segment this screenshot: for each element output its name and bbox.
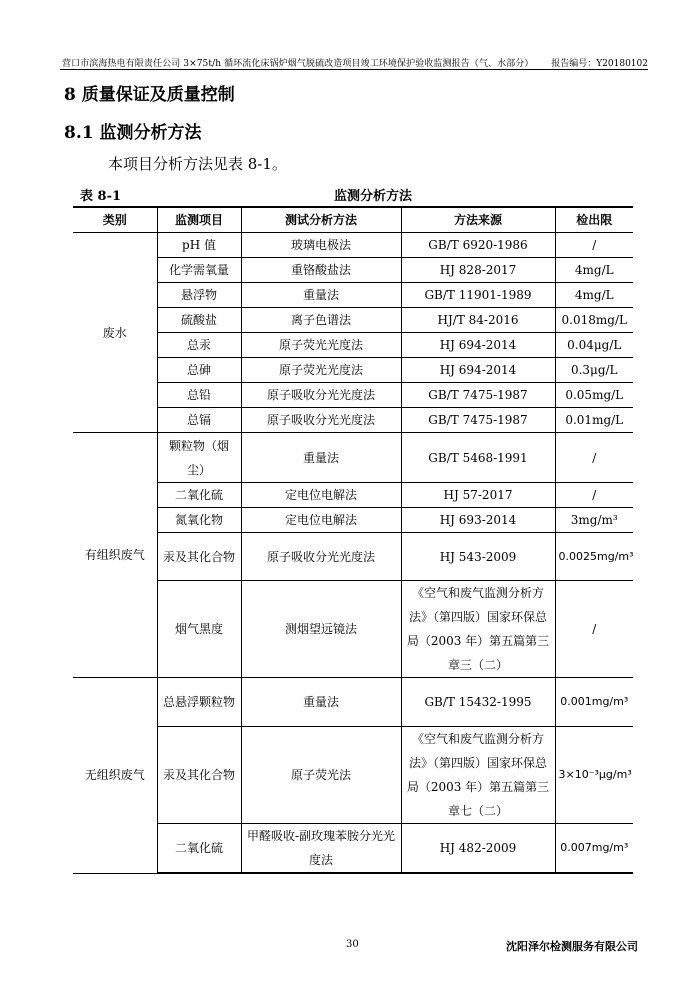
method-cell: 甲醛吸收-副玫瑰苯胺分光光度法 [241,824,401,874]
item-cell: 氮氧化物 [157,508,241,533]
source-cell: GB/T 7475-1987 [401,383,555,408]
table-row [73,308,633,333]
method-cell: 原子荧光光度法 [241,358,401,383]
col-header-item: 监测项目 [157,207,241,233]
method-cell: 原子吸收分光光度法 [241,383,401,408]
limit-cell: 0.0025mg/m³ [555,533,633,581]
page-number: 30 [346,939,359,950]
table-row [73,408,633,433]
table-row [73,358,633,383]
limit-cell: 0.001mg/m³ [555,678,633,727]
item-cell: 颗粒物（烟尘） [157,433,241,483]
table-row [73,824,633,874]
source-cell: GB/T 6920-1986 [401,233,555,258]
item-cell: pH 值 [157,233,241,258]
source-cell: HJ/T 84-2016 [401,308,555,333]
category-cell: 废水 [73,233,157,433]
running-header-title: 营口市滨海热电有限责任公司 3×75t/h 循环流化床锅炉烟气脱硫改造项目竣工环境保护验收监测报告（气、水部分） [62,59,534,69]
item-cell: 汞及其化合物 [157,533,241,581]
method-cell: 测烟望远镜法 [241,581,401,678]
table-row [73,233,633,258]
table-row [73,483,633,508]
method-cell: 原子荧光法 [241,727,401,824]
item-cell: 总铅 [157,383,241,408]
table-row [73,533,633,581]
limit-cell: 0.018mg/L [555,308,633,333]
limit-cell: 0.01mg/L [555,408,633,433]
limit-cell: / [555,581,633,678]
source-cell: GB/T 5468-1991 [401,433,555,483]
col-header-method: 测试分析方法 [241,207,401,233]
category-cell: 无组织废气 [73,678,157,874]
limit-cell: 0.04μg/L [555,333,633,358]
item-cell: 硫酸盐 [157,308,241,333]
source-cell: GB/T 7475-1987 [401,408,555,433]
source-cell: 《空气和废气监测分析方法》（第四版）国家环保总局（2003 年）第五篇第三章七（二） [401,727,555,824]
limit-cell: / [555,483,633,508]
table-row [73,283,633,308]
method-cell: 玻璃电极法 [241,233,401,258]
source-cell: GB/T 15432-1995 [401,678,555,727]
section-heading-8-1: 8.1 监测分析方法 [64,123,202,143]
method-cell: 定电位电解法 [241,483,401,508]
item-cell: 悬浮物 [157,283,241,308]
method-cell: 重量法 [241,283,401,308]
method-cell: 原子吸收分光光度法 [241,533,401,581]
item-cell: 二氧化硫 [157,483,241,508]
source-cell: HJ 543-2009 [401,533,555,581]
method-cell: 离子色谱法 [241,308,401,333]
method-cell: 原子吸收分光光度法 [241,408,401,433]
table-number: 表 8-1 [80,189,122,204]
limit-cell: 0.05mg/L [555,383,633,408]
table-row [73,581,633,678]
header-rule [60,69,648,70]
table-row [73,678,633,727]
limit-cell: 0.3μg/L [555,358,633,383]
table-row [73,508,633,533]
item-cell: 二氧化硫 [157,824,241,874]
table-row [73,383,633,408]
section-heading-8: 8 质量保证及质量控制 [64,85,235,105]
limit-cell: / [555,433,633,483]
table-title: 监测分析方法 [334,189,413,204]
source-cell: HJ 693-2014 [401,508,555,533]
source-cell: HJ 482-2009 [401,824,555,874]
limit-cell: 3mg/m³ [555,508,633,533]
intro-paragraph: 本项目分析方法见表 8-1。 [108,155,287,173]
source-cell: 《空气和废气监测分析方法》（第四版）国家环保总局（2003 年）第五篇第三章三（二） [401,581,555,678]
source-cell: GB/T 11901-1989 [401,283,555,308]
source-cell: HJ 57-2017 [401,483,555,508]
item-cell: 烟气黑度 [157,581,241,678]
category-cell: 有组织废气 [73,433,157,678]
limit-cell: 4mg/L [555,258,633,283]
item-cell: 化学需氧量 [157,258,241,283]
company-name: 沈阳泽尔检测服务有限公司 [506,940,638,953]
method-cell: 重量法 [241,433,401,483]
table-row [73,433,633,483]
source-cell: HJ 828-2017 [401,258,555,283]
method-cell: 重量法 [241,678,401,727]
item-cell: 汞及其化合物 [157,727,241,824]
table-row [73,258,633,283]
limit-cell: 0.007mg/m³ [555,824,633,874]
monitoring-methods-table [73,206,633,874]
item-cell: 总汞 [157,333,241,358]
method-cell: 定电位电解法 [241,508,401,533]
source-cell: HJ 694-2014 [401,333,555,358]
item-cell: 总砷 [157,358,241,383]
limit-cell: / [555,233,633,258]
source-cell: HJ 694-2014 [401,358,555,383]
limit-cell: 3×10⁻³μg/m³ [555,727,633,824]
table-row [73,333,633,358]
method-cell: 原子荧光光度法 [241,333,401,358]
table-row [73,727,633,824]
col-header-category: 类别 [73,207,157,233]
limit-cell: 4mg/L [555,283,633,308]
item-cell: 总悬浮颗粒物 [157,678,241,727]
col-header-source: 方法来源 [401,207,555,233]
col-header-limit: 检出限 [555,207,633,233]
method-cell: 重铬酸盐法 [241,258,401,283]
table-header-row [73,207,633,233]
item-cell: 总镉 [157,408,241,433]
report-number: 报告编号：Y20180102 [551,59,648,69]
